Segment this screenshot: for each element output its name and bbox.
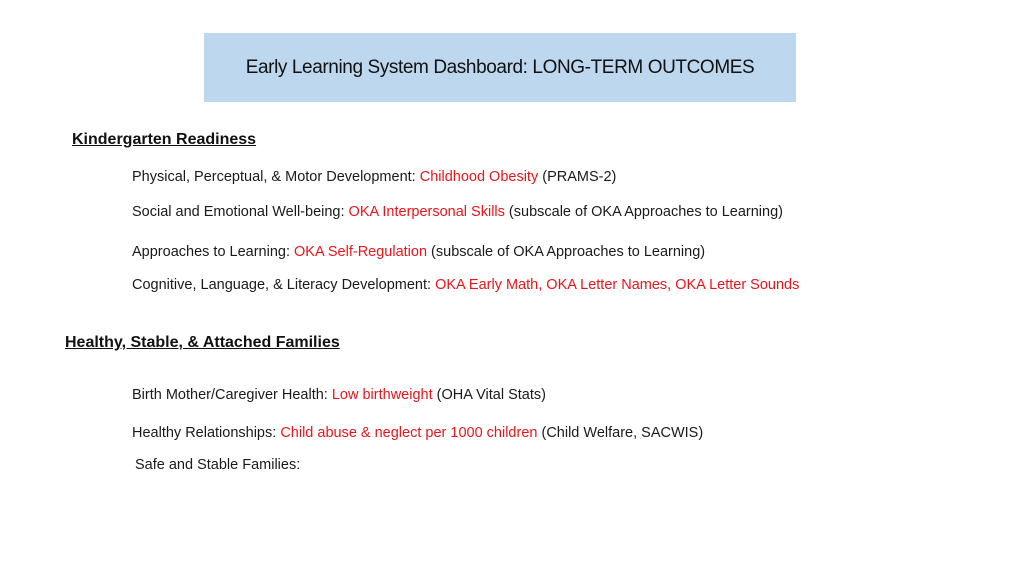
slide-title: Early Learning System Dashboard: LONG-TERM OUTCOMES	[245, 56, 755, 78]
outcome-item	[132, 425, 703, 441]
outcome-measure: OKA Self-Regulation	[294, 244, 428, 260]
outcome-label: Cognitive, Language, & Literacy Development:	[132, 277, 436, 293]
outcome-label: Safe and Stable Families:	[135, 457, 301, 473]
outcome-label: Approaches to Learning:	[132, 244, 295, 260]
outcome-item	[132, 169, 616, 185]
outcome-label: Social and Emotional Well-being:	[132, 204, 349, 220]
outcome-source: (subscale of OKA Approaches to Learning)	[427, 244, 706, 260]
outcome-measure: Childhood Obesity	[419, 169, 539, 185]
outcome-item	[132, 244, 705, 260]
outcome-measure: OKA Early Math, OKA Letter Names, OKA Letter Sounds	[435, 277, 800, 293]
outcome-source: (OHA Vital Stats)	[432, 387, 546, 403]
section-heading-healthy-families: Healthy, Stable, & Attached Families	[65, 334, 340, 351]
outcome-source: (PRAMS-2)	[538, 169, 617, 185]
outcome-source: (Child Welfare, SACWIS)	[537, 425, 704, 441]
outcome-source: (subscale of OKA Approaches to Learning)	[504, 204, 783, 220]
section-heading-kindergarten-readiness: Kindergarten Readiness	[72, 131, 257, 148]
outcome-item	[135, 457, 300, 473]
outcome-item	[132, 387, 546, 403]
title-box	[204, 33, 796, 102]
outcome-item	[132, 204, 783, 220]
outcome-label: Healthy Relationships:	[132, 425, 281, 441]
outcome-item	[132, 277, 799, 293]
outcome-measure: Child abuse & neglect per 1000 children	[280, 425, 538, 441]
outcome-measure: OKA Interpersonal Skills	[348, 204, 505, 220]
outcome-label: Birth Mother/Caregiver Health:	[132, 387, 332, 403]
outcome-label: Physical, Perceptual, & Motor Development:	[132, 169, 420, 185]
outcome-measure: Low birthweight	[331, 387, 433, 403]
